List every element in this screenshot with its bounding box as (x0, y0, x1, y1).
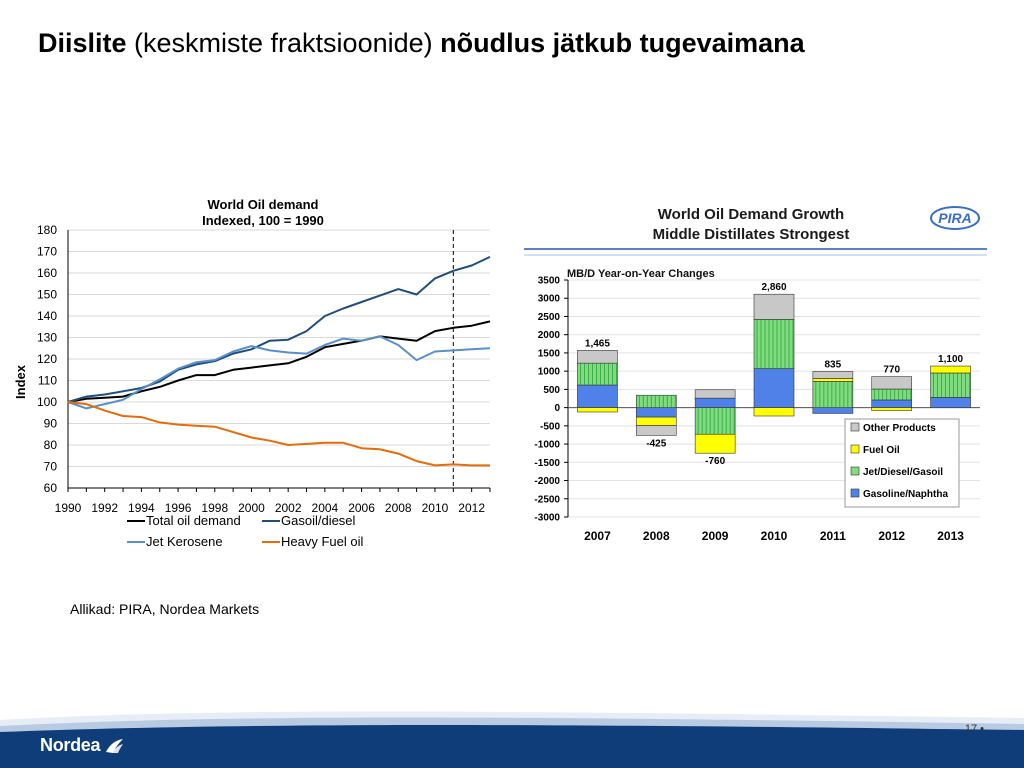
line-chart-legend (127, 513, 363, 549)
demand-growth-bar-chart (518, 195, 993, 555)
line-chart-y-axis-label: Index (13, 365, 28, 399)
bar-segment-jet-diesel-gasoil (754, 319, 794, 368)
bar-segment-other-products (695, 390, 735, 398)
bar-segment-gasoline-naphtha (636, 408, 676, 417)
bar-segment-other-products (813, 372, 853, 379)
bar-segment-gasoline-naphtha (577, 385, 617, 408)
line-chart-y-tick-label: 70 (43, 459, 57, 474)
bar-segment-fuel-oil (695, 434, 735, 453)
bar-chart-y-tick-label: -2500 (534, 494, 560, 506)
bar-chart-x-tick-label: 2010 (760, 529, 788, 543)
line-chart-x-tick-label: 1996 (164, 501, 192, 515)
bar-segment-fuel-oil (872, 408, 912, 411)
bar-chart-x-tick-label: 2013 (937, 529, 964, 543)
bar-chart-y-tick-label: 2000 (537, 330, 560, 342)
bar-chart-subtitle: Middle Distillates Strongest (652, 226, 850, 243)
line-chart-y-tick-label: 150 (36, 287, 57, 302)
bar-chart-x-tick-label: 2007 (584, 529, 611, 543)
bar-segment-fuel-oil (754, 408, 794, 416)
bar-segment-fuel-oil (931, 366, 971, 373)
line-chart-x-tick-label: 2008 (384, 501, 412, 515)
bar-chart-x-axis (584, 529, 964, 543)
line-legend-label: Jet Kerosene (146, 534, 223, 549)
bar-chart-legend (845, 419, 959, 507)
bar-segment-fuel-oil (813, 378, 853, 381)
bar-segment-gasoline-naphtha (872, 400, 912, 408)
line-legend-label: Total oil demand (146, 513, 241, 528)
line-chart-y-tick-label: 120 (36, 352, 57, 366)
bar-chart-y-tick-label: 1500 (537, 348, 560, 360)
line-legend-label: Gasoil/diesel (281, 513, 356, 528)
bar-segment-other-products (577, 350, 617, 363)
bar-segment-other-products (872, 377, 912, 389)
line-chart-gridlines (68, 230, 490, 488)
bar-chart-y-tick-label: -3000 (534, 512, 560, 524)
bar-chart-y-tick-label: -2000 (534, 476, 560, 488)
line-chart-x-tick-label: 2012 (458, 501, 486, 515)
bar-total-label: 770 (883, 364, 901, 376)
line-series-jet-kerosene (68, 336, 490, 408)
bar-chart-x-tick-label: 2012 (878, 529, 906, 543)
bar-legend-swatch (851, 445, 859, 453)
world-oil-demand-line-chart (0, 190, 510, 570)
line-chart-y-tick-label: 80 (43, 438, 57, 452)
page-number: 17 • (964, 723, 984, 735)
title-bold-part-1: Diislite (38, 28, 127, 58)
bar-chart-y-tick-label: -1500 (534, 457, 560, 469)
line-chart-x-tick-label: 2010 (421, 501, 449, 515)
line-chart-y-tick-label: 160 (36, 266, 57, 280)
bar-segment-jet-diesel-gasoil (931, 373, 971, 397)
line-chart-series (68, 257, 490, 466)
bar-chart-y-tick-label: 0 (554, 403, 560, 415)
bar-chart-y-tick-label: 3000 (537, 293, 560, 305)
source-note: Allikad: PIRA, Nordea Markets (70, 601, 260, 617)
title-normal-part: (keskmiste fraktsioonide) (126, 28, 441, 58)
bar-chart-title: World Oil Demand Growth (657, 206, 845, 223)
bar-segment-jet-diesel-gasoil (636, 395, 676, 407)
bar-segment-fuel-oil (577, 408, 617, 412)
bar-total-label: 1,465 (584, 338, 610, 350)
bar-segment-jet-diesel-gasoil (872, 389, 912, 400)
pira-logo-text: PIRA (938, 210, 972, 226)
line-chart-y-tick-label: 100 (36, 395, 57, 409)
bar-chart-x-tick-label: 2008 (642, 529, 670, 543)
bar-total-label: 1,100 (938, 354, 964, 366)
line-chart-y-tick-label: 140 (36, 309, 57, 323)
nordea-logo-text: Nordea (40, 735, 101, 755)
bar-legend-label: Fuel Oil (863, 445, 900, 456)
bar-total-label: 835 (824, 359, 842, 371)
bar-chart-x-tick-label: 2011 (819, 529, 846, 543)
pira-logo (931, 207, 979, 229)
line-chart-x-tick-label: 2000 (238, 501, 265, 515)
bar-chart-x-tick-label: 2009 (701, 529, 729, 543)
line-series-heavy-fuel-oil (68, 402, 490, 465)
line-chart-subtitle: Indexed, 100 = 1990 (202, 213, 324, 228)
bar-segment-gasoline-naphtha (695, 398, 735, 407)
bar-segment-gasoline-naphtha (813, 408, 853, 414)
footer-wave-band (0, 690, 1024, 768)
line-chart-y-tick-label: 110 (37, 373, 57, 388)
line-chart-y-tick-label: 60 (43, 481, 57, 495)
bar-chart-y-tick-label: -500 (539, 421, 560, 433)
bar-chart-y-caption: MB/D Year-on-Year Changes (567, 268, 715, 280)
line-chart-y-tick-label: 180 (36, 223, 57, 237)
bar-segment-jet-diesel-gasoil (695, 408, 735, 435)
bar-legend-label: Other Products (863, 423, 936, 434)
line-chart-x-tick-label: 2002 (274, 501, 302, 515)
line-chart-x-tick-label: 1994 (128, 501, 155, 515)
bar-legend-swatch (851, 489, 859, 497)
bar-chart-y-tick-label: 500 (543, 384, 560, 396)
bar-chart-y-tick-label: 1000 (537, 366, 560, 378)
line-chart-y-tick-label: 90 (43, 416, 57, 431)
bar-legend-label: Gasoline/Naphtha (863, 489, 949, 500)
bar-legend-swatch (851, 467, 859, 475)
bar-legend-label: Jet/Diesel/Gasoil (863, 467, 944, 478)
bar-segment-gasoline-naphtha (931, 397, 971, 407)
line-chart-x-tick-label: 1998 (201, 501, 229, 515)
line-chart-x-tick-label: 2006 (348, 501, 375, 515)
line-chart-title: World Oil demand (207, 197, 319, 212)
bar-segment-jet-diesel-gasoil (577, 363, 617, 385)
title-bold-part-2: nõudlus jätkub tugevaimana (440, 28, 805, 58)
bar-chart-y-tick-label: -1000 (534, 439, 560, 451)
bar-total-label: -425 (646, 438, 667, 450)
line-chart-x-tick-label: 2004 (311, 501, 339, 515)
line-chart-x-axis (55, 488, 490, 515)
line-chart-y-axis (37, 223, 68, 495)
bar-segment-fuel-oil (636, 417, 676, 425)
bar-total-label: 2,860 (761, 282, 787, 294)
bar-chart-y-tick-label: 3500 (537, 275, 560, 287)
nordea-logo (40, 735, 124, 756)
bar-segment-jet-diesel-gasoil (813, 381, 853, 407)
line-chart-y-tick-label: 130 (36, 330, 57, 345)
line-chart-x-tick-label: 1992 (91, 501, 119, 515)
page-title (38, 28, 805, 59)
nordea-sail-icon (104, 738, 124, 754)
bar-segment-gasoline-naphtha (754, 369, 794, 408)
bar-total-label: -760 (705, 456, 726, 468)
line-chart-x-tick-label: 1990 (54, 501, 82, 515)
line-legend-label: Heavy Fuel oil (281, 534, 364, 549)
line-chart-y-tick-label: 170 (36, 244, 57, 259)
bar-legend-swatch (851, 423, 859, 431)
bar-chart-y-tick-label: 2500 (537, 311, 560, 323)
bar-segment-other-products (636, 425, 676, 435)
bar-segment-other-products (754, 294, 794, 319)
